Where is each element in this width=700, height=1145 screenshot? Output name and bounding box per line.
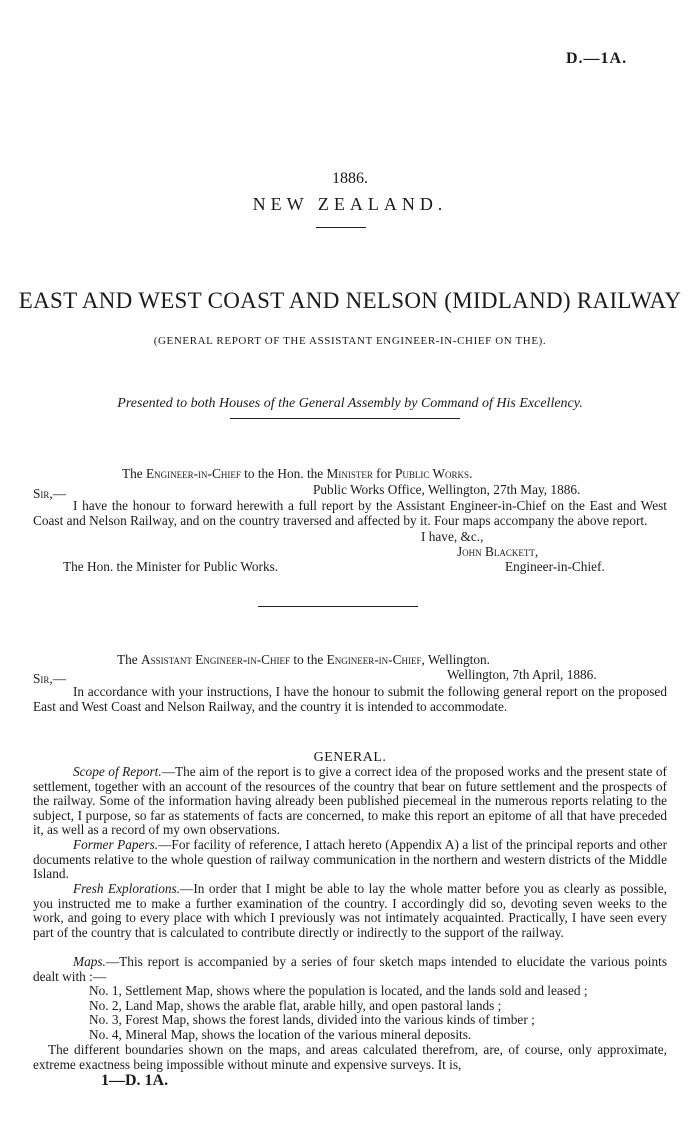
letter2-body: In accordance with your instructions, I have the honour to submit the following general report on the proposed East and West Coast and Nelson Railway, and the country it is intended to accommodate.	[33, 684, 667, 714]
letters-divider	[258, 606, 418, 607]
letter1-signer-name: John Blackett,	[457, 544, 539, 559]
explorations-label: Fresh Explorations.	[73, 881, 181, 896]
letter1-signer-title: Engineer-in-Chief.	[505, 559, 605, 574]
page-reference: 1—D. 1A.	[101, 1072, 169, 1089]
letter2-heading: The Assistant Engineer-in-Chief to the Engineer-in-Chief, Wellington.	[117, 652, 490, 667]
letter2-address: Wellington, 7th April, 1886.	[447, 667, 597, 682]
explorations-paragraph: Fresh Explorations.—In order that I might be able to lay the whole matter before you as clearly as possible, you instructed me to make a further examination of the country. I accordingly did so, devoting seven weeks to the work, and going to every place with which I previously was not intimately acquainted. Practically, I have seen every part of the country that is calculated to contribute directly or indirectly to the support of the railway.	[33, 881, 667, 940]
document-reference: D.—1A.	[566, 50, 628, 67]
letter1-heading: The Engineer-in-Chief to the Hon. the Minister for Public Works.	[122, 466, 473, 481]
maps-list	[89, 984, 669, 1042]
scope-paragraph: Scope of Report.—The aim of the report is to give a correct idea of the proposed works and the present state of settlement, together with an account of the resources of the country that bear on future settlement and the prospects of the railway. Some of the information having already been published piecemeal in the numerous reports relating to the subject, I purpose, so far as statements of facts are concerned, to make this report an epitome of all that have preceded it, as well as a record of my own observations.	[33, 764, 667, 838]
maps-paragraph: Maps.—This report is accompanied by a series of four sketch maps intended to elucidate the various points dealt with :—	[33, 954, 667, 984]
letter1-body: I have the honour to forward herewith a full report by the Assistant Engineer-in-Chief on the East and West Coast and Nelson Railway, and on the country traversed and affected by it. Four maps accompany the above report.	[33, 498, 667, 528]
general-heading: GENERAL.	[313, 750, 387, 765]
letter1-closing: I have, &c.,	[421, 529, 484, 544]
former-papers-label: Former Papers.	[73, 837, 159, 852]
main-title: EAST AND WEST COAST AND NELSON (MIDLAND) RAILWAY	[18, 288, 682, 313]
boundaries-paragraph: The different boundaries shown on the maps, and areas calculated therefrom, are, of course, only approximate, extreme exactness being impossible without minute and expensive surveys. It is,	[33, 1042, 667, 1072]
country-title: NEW ZEALAND.	[252, 194, 448, 214]
subtitle: (GENERAL REPORT OF THE ASSISTANT ENGINEER-IN-CHIEF ON THE).	[153, 335, 547, 347]
letter1-salutation: Sir,—	[33, 486, 67, 501]
maps-label: Maps.	[73, 954, 106, 969]
list-item: No. 3, Forest Map, shows the forest lands, divided into the various kinds of timber ;	[89, 1012, 535, 1028]
former-papers-paragraph: Former Papers.—For facility of reference, I attach hereto (Appendix A) a list of the principal reports and other documents relative to the whole question of railway communication in the northern and western districts of the Middle Island.	[33, 837, 667, 882]
presented-underline	[230, 418, 460, 419]
scope-label: Scope of Report.	[73, 764, 162, 779]
list-item: No. 2, Land Map, shows the arable flat, arable hilly, and open pastoral lands ;	[89, 997, 502, 1013]
list-item: No. 1, Settlement Map, shows where the population is located, and the lands sold and leased ;	[89, 983, 588, 998]
list-item: No. 4, Mineral Map, shows the location of the various mineral deposits.	[89, 1026, 472, 1042]
year: 1886.	[332, 170, 368, 187]
presented-line: Presented to both Houses of the General Assembly by Command of His Excellency.	[117, 396, 583, 411]
letter2-salutation: Sir,—	[33, 671, 67, 686]
letter1-address: Public Works Office, Wellington, 27th May, 1886.	[313, 482, 581, 497]
letter1-addressee: The Hon. the Minister for Public Works.	[63, 559, 279, 574]
title-divider	[316, 227, 366, 228]
